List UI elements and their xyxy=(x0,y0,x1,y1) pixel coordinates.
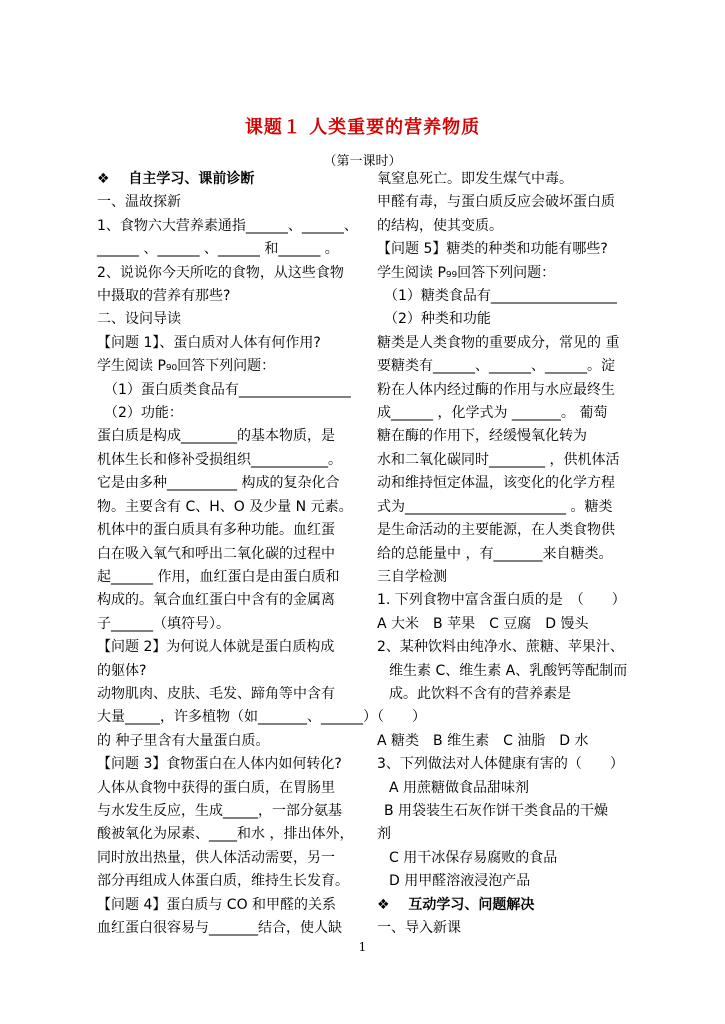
text-line: 2、某种饮料由纯净水、蔗糖、苹果汁、 xyxy=(377,639,624,656)
text-line: 成______ ，化学式为 _______。 葡萄 xyxy=(377,405,608,422)
text-line: A 用蔗糖做食品甜味剂 xyxy=(389,779,530,796)
text-line: 粉在人体内经过酶的作用与水应最终生 xyxy=(377,381,615,398)
text-line: 糖在酶的作用下，经缓慢氧化转为 xyxy=(377,428,587,445)
text-line: 机体生长和修补受损组织___________。 xyxy=(97,451,342,468)
text-line: 一、导入新课 xyxy=(377,920,461,936)
text-line: 物。主要含有 C、H、O 及少量 N 元素。 xyxy=(97,498,353,515)
text-line: 3、下列做法对人体健康有害的（ ） xyxy=(377,756,624,773)
text-line: 三自学检测 xyxy=(377,568,447,585)
text-line: 人体从食物中获得的蛋白质，在胃肠里 xyxy=(97,779,335,796)
text-line: 动和维持恒定体温，该变化的化学方程 xyxy=(377,475,615,492)
text-line: 白在吸入氧气和呼出二氧化碳的过程中 xyxy=(97,545,335,562)
text-line: 蛋白质是构成________的基本物质，是 xyxy=(97,428,335,445)
text-line: 维生素 C、维生素 A、乳酸钙等配制而 xyxy=(389,662,628,679)
text-line: A 大米 B 苹果 C 豆腐 D 馒头 xyxy=(377,615,589,632)
text-line: 部分再组成人体蛋白质，维持生长发育。 xyxy=(97,873,349,890)
text-line: 二、设问导读 xyxy=(97,311,181,328)
text-line: 酸被氧化为尿素、____和水 ，排出体外， xyxy=(97,826,354,843)
text-line: 子______（填符号）。 xyxy=(97,615,230,632)
text-line: 的结构，使其变质。 xyxy=(377,217,503,234)
text-line: 【问题 1】、蛋白质对人体有何作用? xyxy=(97,334,321,351)
text-line: 它是由多种__________ 构成的复杂化合 xyxy=(97,475,340,492)
text-line: 中摄取的营养有那些? xyxy=(97,288,231,305)
text-line: 剂 xyxy=(377,826,391,843)
text-line: 是生命活动的主要能源，在人类食物供 xyxy=(377,522,615,539)
text-line: （2）种类和功能 xyxy=(384,311,491,328)
document-subtitle: （第一课时） xyxy=(323,154,402,169)
text-line: 学生阅读 P₉₀回答下列问题： xyxy=(97,358,276,375)
text-line: A 糖类 B 维生素 C 油脂 D 水 xyxy=(377,732,589,749)
document-title: 课题１ 人类重要的营养物质 xyxy=(244,117,481,138)
text-line: 水和二氧化碳同时________ ，供机体活 xyxy=(377,451,620,468)
text-line: 大量_____，许多植物（如_______、______）（ ） xyxy=(97,709,426,726)
text-line: 血红蛋白很容易与_______结合，使人缺 xyxy=(97,920,342,936)
text-line: C 用干冰保存易腐败的食品 xyxy=(389,849,558,866)
text-line: （1）蛋白质类食品有________________ xyxy=(104,381,351,398)
text-line: 构成的。氧合血红蛋白中含有的金属离 xyxy=(97,592,335,609)
text-line: 要糖类有______、______、______。淀 xyxy=(377,358,615,375)
text-line: 动物肌肉、皮肤、毛发、蹄角等中含有 xyxy=(97,685,335,702)
page-number: 1 xyxy=(358,940,367,954)
text-line: 1. 下列食物中富含蛋白质的是 （ ） xyxy=(377,592,626,609)
text-line: 式为_______________________ 。糖类 xyxy=(377,498,613,515)
text-line: 的躯体? xyxy=(97,662,147,679)
text-line: B 用袋装生石灰作饼干类食品的干燥 xyxy=(384,802,609,819)
text-line: 【问题 2】为何说人体就是蛋白质构成 xyxy=(97,639,335,656)
text-line: D 用甲醛溶液浸泡产品 xyxy=(389,873,531,890)
text-line: ______ 、______ 、______ 和______ 。 xyxy=(97,241,339,258)
text-line: 一、温故探新 xyxy=(97,194,181,211)
text-line: 的 种子里含有大量蛋白质。 xyxy=(97,732,270,749)
text-line: 与水发生反应，生成_____，一部分氨基 xyxy=(97,802,342,819)
text-line: 【问题 4】蛋白质与 CO 和甲醛的关系 xyxy=(97,896,337,913)
text-line: 【问题 5】糖类的种类和功能有哪些? xyxy=(377,241,608,258)
text-line: 甲醛有毒，与蛋白质反应会破坏蛋白质 xyxy=(377,194,615,211)
text-line: 2、说说你今天所吃的食物，从这些食物 xyxy=(97,264,344,281)
right-column xyxy=(377,168,629,940)
text-line xyxy=(377,706,629,729)
text-line: ❖ 自主学习、课前诊断 xyxy=(97,171,255,187)
text-line: 起______ 作用，血红蛋白是由蛋白质和 xyxy=(97,568,340,585)
text-line: 1、食物六大营养素通指______、______、 xyxy=(97,217,358,234)
text-line: 机体中的蛋白质具有多种功能。血红蛋 xyxy=(97,522,335,539)
text-line: （1）糖类食品有__________________ xyxy=(384,288,617,305)
text-line: 给的总能量中 ，有_______来自糖类。 xyxy=(377,545,613,562)
text-line: 成。此饮料不含有的营养素是 xyxy=(389,685,571,702)
text-line: 学生阅读 P₉₉回答下列问题： xyxy=(377,264,556,281)
text-line: 【问题 3】食物蛋白在人体内如何转化? xyxy=(97,756,342,773)
text-line: 同时放出热量，供人体活动需要，另一 xyxy=(97,849,335,866)
text-line: ❖ 互动学习、问题解决 xyxy=(377,896,535,913)
text-line: （2）功能： xyxy=(104,405,183,422)
text-line: 氧窒息死亡。即发生煤气中毒。 xyxy=(377,171,573,187)
text-line: 糖类是人类食物的重要成分，常见的 重 xyxy=(377,334,620,351)
